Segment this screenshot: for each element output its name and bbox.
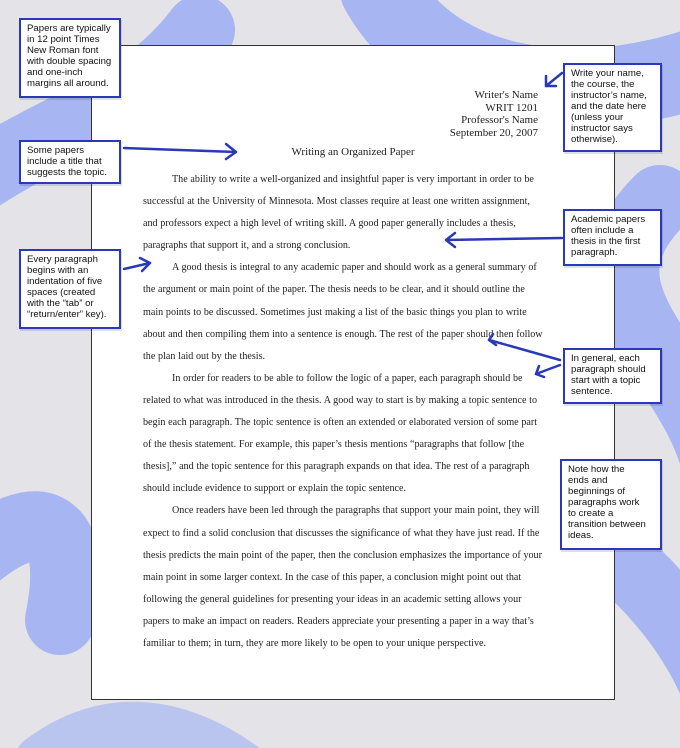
note-line: include a title that: [27, 156, 102, 167]
note-thesis: [563, 209, 662, 266]
paragraph-topic: In order for readers to be able to follow the logic of a paper, each paragraph should be related to what was introduced in the thesis. A good way to start is by making a topic sentence to begin each paragraph. The topic sentence is often an extended or elaborated version of some part of the thesis statement. For example, this paper’s thesis mentions “paragraphs that follow [the thesis],” and the topic sentence for this paragraph expands on that idea. The rest of a paragraph should include evidence to support or explain the topic sentence.: [143, 372, 538, 495]
note-line: In general, each: [571, 353, 640, 364]
note-line: and the date here: [571, 101, 647, 112]
note-line: thesis in the first: [571, 236, 641, 247]
note-indentation: [19, 249, 121, 329]
note-line: otherwise).: [571, 134, 618, 145]
note-line: paragraph.: [571, 247, 618, 258]
note-name-header: [563, 63, 662, 152]
note-topic-sentence: [563, 348, 662, 404]
note-line: begins with an: [27, 265, 89, 276]
paragraph-conclusion: Once readers have been led through the paragraphs that support your main point, they will expect to find a solid conclusion that discusses the significance of what they have just read. If the thesis predicts the main point of the paper, then the conclusion emphasizes the importance of your main point in some larger context. In the case of this paper, a conclusion might point out that following the general guidelines for presenting your ideas in an academic setting allows your papers to make an impact on readers. Readers appreciate your presenting a paper in a way that’s familiar to them; in turn, they are more likely to be open to your unique perspective.: [143, 505, 542, 649]
note-line: paragraph should: [571, 364, 646, 375]
paper-header: [450, 89, 538, 139]
note-line: transition between: [568, 519, 646, 530]
note-line: margins all around.: [27, 78, 109, 89]
course-name: WRIT 1201: [485, 101, 538, 114]
note-line: Every paragraph: [27, 254, 98, 265]
note-line: suggests the topic.: [27, 167, 107, 178]
note-line: “return/enter” key).: [27, 309, 107, 320]
note-line: Note how the: [568, 464, 625, 475]
note-line: and one-inch: [27, 67, 83, 78]
paper-page: [91, 45, 615, 700]
note-line: paragraphs work: [568, 497, 640, 508]
note-line: indentation of five: [27, 276, 103, 287]
note-line: instructor says: [571, 123, 633, 134]
note-line: in 12 point Times: [27, 34, 100, 45]
note-line: Papers are typically: [27, 23, 111, 34]
note-font-spacing: [19, 18, 121, 98]
note-line: often include a: [571, 225, 634, 236]
note-line: New Roman font: [27, 45, 99, 56]
paper-date: September 20, 2007: [449, 126, 538, 139]
note-line: with double spacing: [27, 56, 112, 67]
note-line: (unless your: [571, 112, 624, 123]
note-line: Some papers: [27, 145, 85, 156]
note-title: [19, 140, 121, 184]
note-line: beginnings of: [568, 486, 626, 497]
note-transitions: [560, 459, 662, 550]
paper-title: Writing an Organized Paper: [291, 146, 415, 158]
paragraph-intro: The ability to write a well-organized and insightful paper is very important in order to be successful at the University of Minnesota. Most classes require at least one written assignment, and professors expect a high level of writing skill. A good paper generally includes a thesis, paragraphs that support it, and a strong conclusion.: [143, 174, 534, 252]
note-line: start with a topic: [571, 375, 641, 386]
writer-name: Writer's Name: [474, 89, 538, 101]
note-line: Write your name,: [571, 68, 644, 79]
note-line: sentence.: [571, 386, 613, 397]
note-line: instructor’s name,: [571, 90, 647, 101]
note-line: ends and: [568, 475, 608, 486]
note-line: ideas.: [568, 530, 594, 541]
paragraph-thesis: A good thesis is integral to any academic paper and should work as a general summary of the argument or main point of the paper. The thesis needs to be clear, and it should outline the main points to be discussed. Sometimes just making a list of the basic things you plan to write about and then compiling them into a sentence is enough. The rest of the paper should then follow the plan laid out by the thesis.: [143, 262, 543, 362]
note-line: spaces (created: [27, 287, 96, 298]
note-line: with the “tab” or: [27, 298, 94, 309]
note-line: Academic papers: [571, 214, 646, 225]
note-line: the course, the: [571, 79, 635, 90]
professor-name: Professor's Name: [461, 114, 538, 126]
note-line: to create a: [568, 508, 614, 519]
paper-body: [143, 169, 543, 655]
